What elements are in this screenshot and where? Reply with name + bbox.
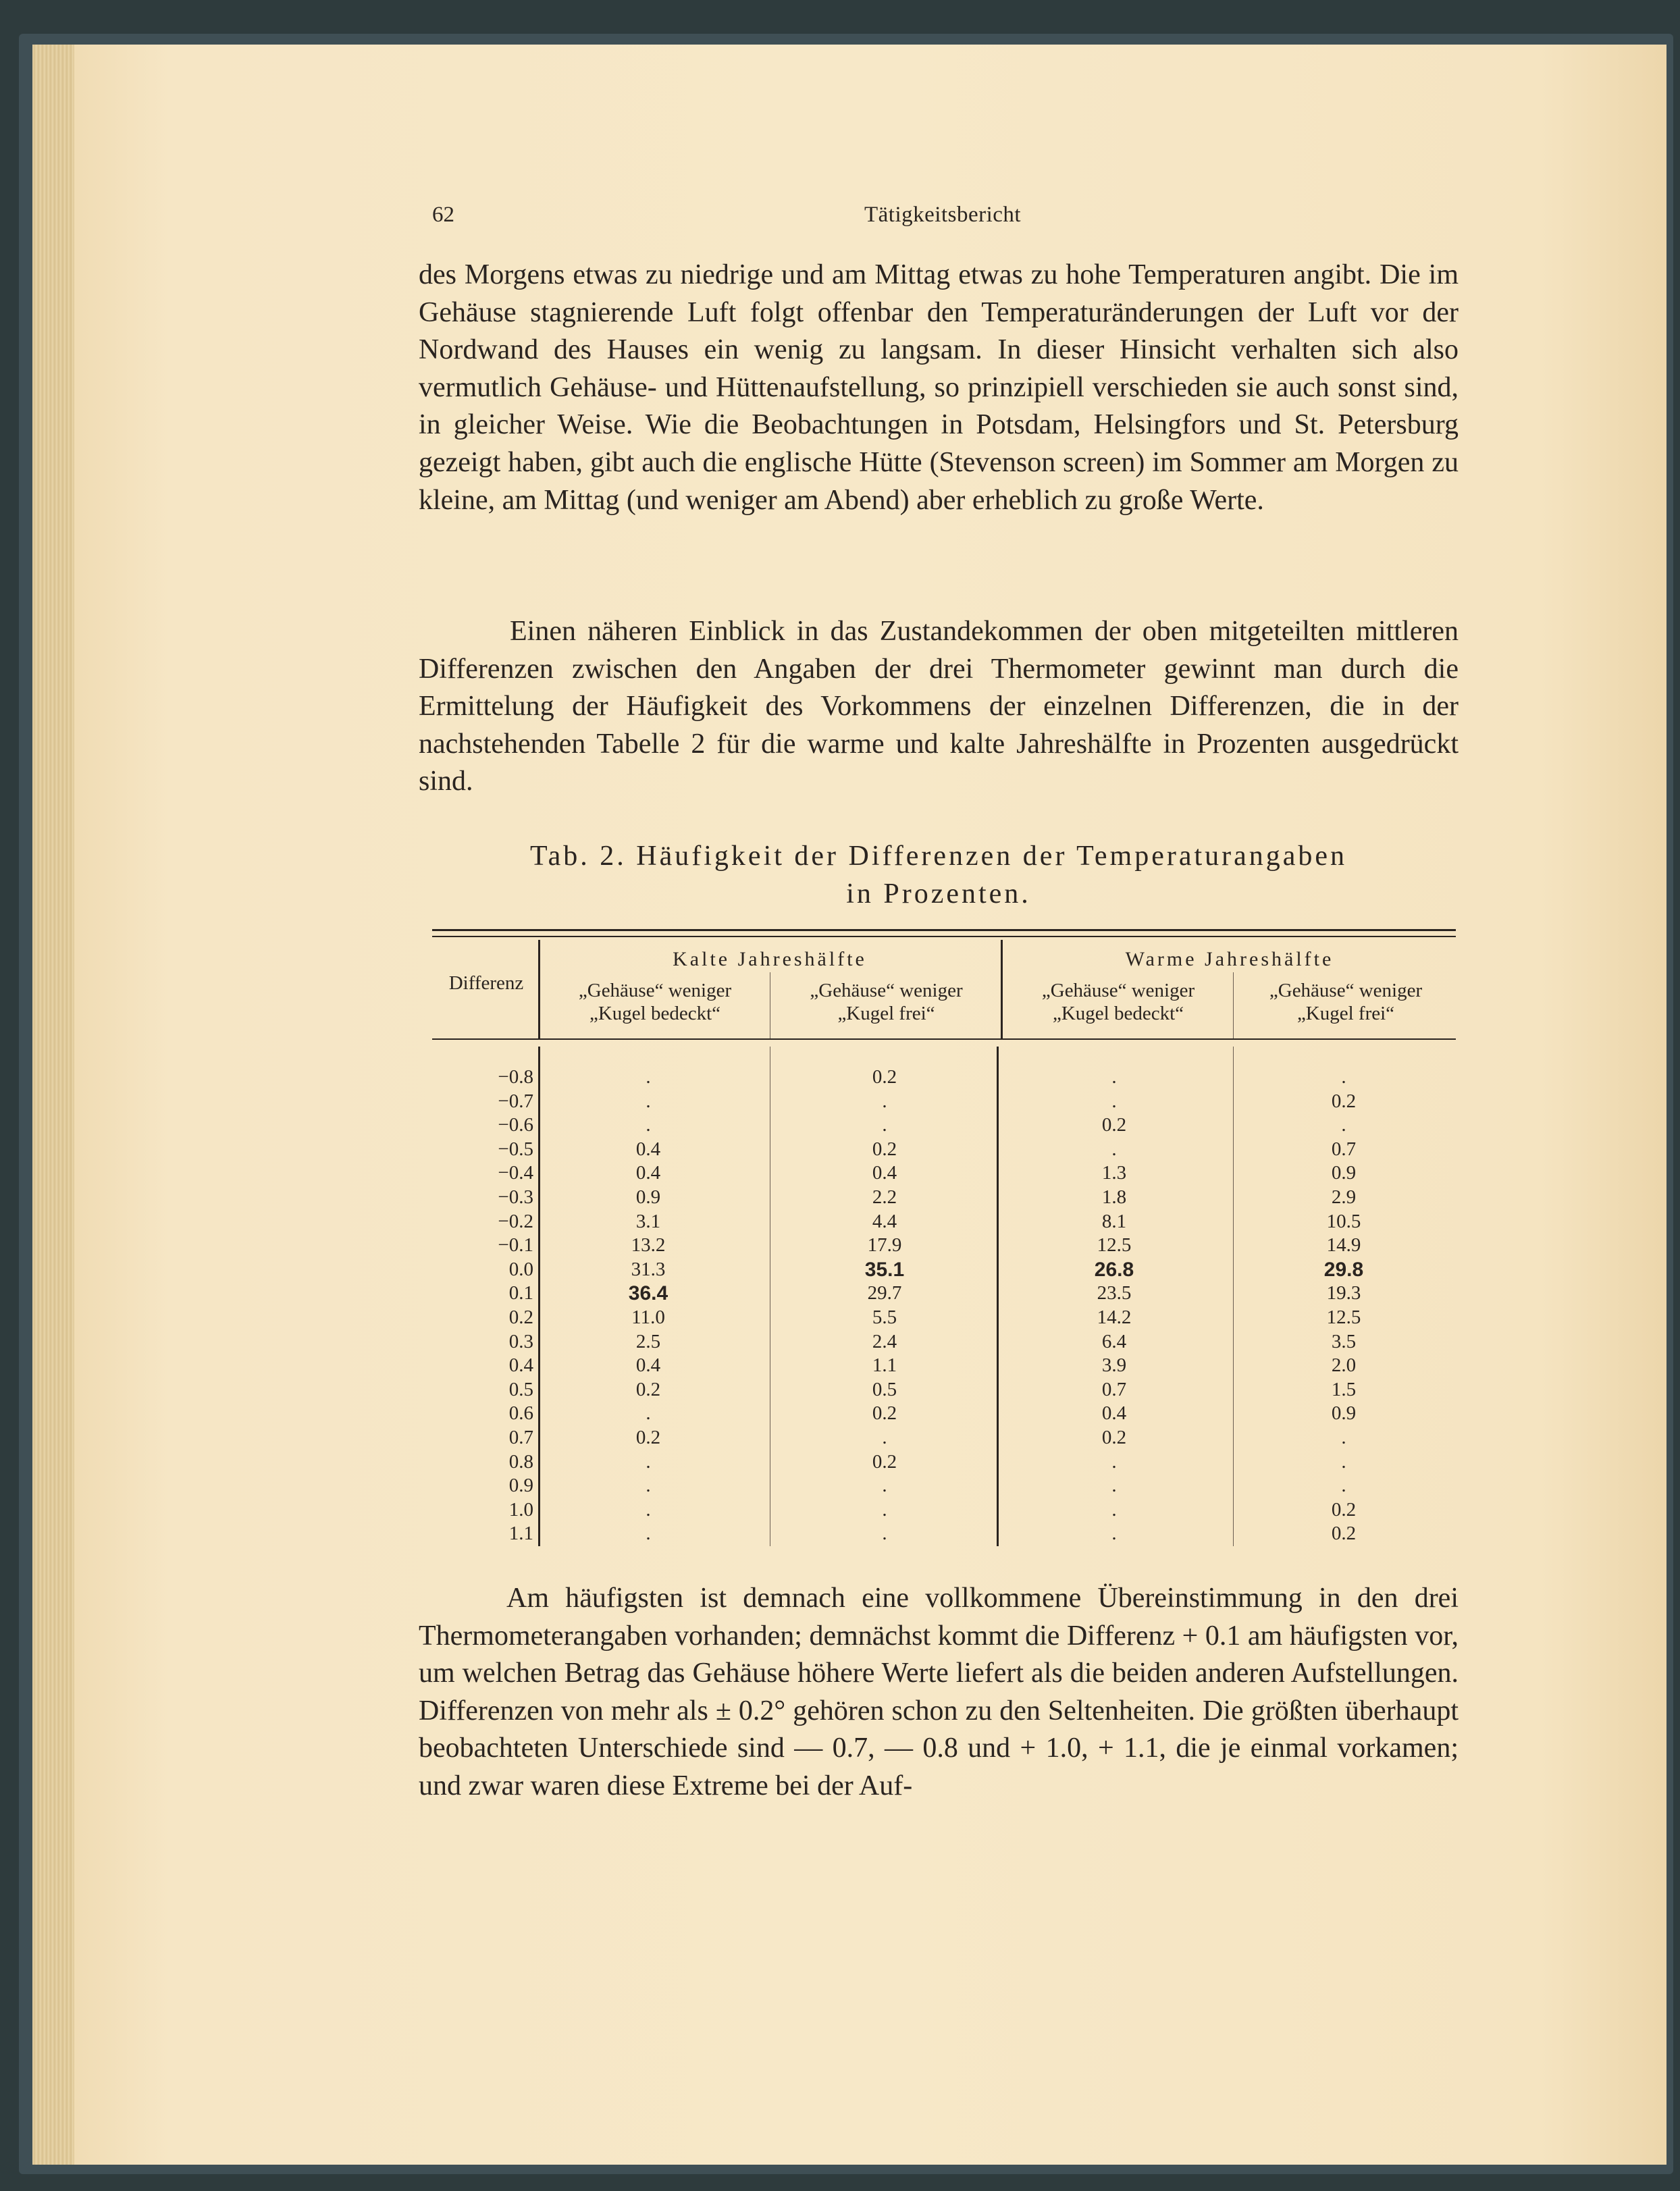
cell-cold-free: 35.1 <box>864 1258 905 1281</box>
paragraph-3: Am häufigsten ist demnach eine vollkommene Übereinstimmung in den drei Thermometerangaben vorhanden; demnächst kommt die Differenz + 0.1 am häufigsten vor, um welchen Betrag das Gehäuse höhere Werte liefert als die beiden anderen Aufstellungen. Differenzen von mehr als ± 0.2° gehören schon zu den Seltenheiten. Die größten überhaupt beobachteten Unterschiede sind — 0.7, — 0.8 und + 1.0, + 1.1, die je einmal vorkamen; und zwar waren diese Extreme bei der Auf- <box>419 1583 1459 1801</box>
table-row <box>432 1450 1456 1475</box>
cell-warm-free: 10.5 <box>1326 1210 1361 1232</box>
cell-cold-covered: . <box>646 1450 651 1473</box>
cell-cold-free: 2.4 <box>872 1330 897 1352</box>
paragraph-1: des Morgens etwas zu niedrige und am Mittag etwas zu hohe Temperaturen angibt. Die im Gehäuse stagnierende Luft folgt offenbar den Temperaturänderungen der Luft vor der Nordwand des Hauses ein wenig zu langsam. In dieser Hinsicht verhalten sich also vermutlich Gehäuse- und Hüttenaufstellung, so prinzipiell verschieden sie auch sonst sind, in gleicher Weise. Wie die Beobachtungen in Potsdam, Helsingfors und St. Petersburg gezeigt haben, gibt auch die englische Hütte (Stevenson screen) im Sommer am Morgen zu kleine, am Mittag (und weniger am Abend) aber erheblich zu große Werte. <box>419 259 1459 516</box>
table-row <box>432 1234 1456 1258</box>
cell-cold-covered: 0.2 <box>635 1426 661 1448</box>
cell-warm-free: 0.2 <box>1331 1090 1357 1112</box>
cell-warm-free: 0.9 <box>1331 1162 1357 1184</box>
cell-cold-covered: . <box>646 1066 651 1088</box>
cell-cold-covered: 11.0 <box>631 1306 665 1328</box>
cell-differenz: 0.2 <box>508 1306 533 1328</box>
cell-cold-free: . <box>882 1090 887 1112</box>
cell-cold-covered: 31.3 <box>631 1258 666 1280</box>
cell-cold-free: 0.2 <box>872 1138 897 1160</box>
cell-cold-free: . <box>882 1426 887 1448</box>
page-number: 62 <box>432 203 454 227</box>
cell-differenz: 0.5 <box>508 1378 533 1400</box>
cell-warm-covered: . <box>1111 1475 1117 1497</box>
cell-differenz: −0.3 <box>498 1186 533 1208</box>
table-body <box>432 1065 1456 1546</box>
table-row <box>432 1378 1456 1402</box>
cell-warm-covered: . <box>1111 1090 1117 1112</box>
cell-cold-covered: . <box>646 1090 651 1112</box>
cell-warm-covered: . <box>1111 1523 1117 1545</box>
table-row <box>432 1474 1456 1498</box>
table-row <box>432 1113 1456 1138</box>
cell-cold-covered: . <box>646 1498 651 1521</box>
cell-warm-free: . <box>1341 1114 1346 1136</box>
cell-warm-free: 3.5 <box>1331 1330 1357 1352</box>
cell-cold-free: . <box>882 1475 887 1497</box>
cell-differenz: −0.6 <box>498 1114 533 1136</box>
table-row <box>432 1210 1456 1234</box>
table-row <box>432 1426 1456 1450</box>
cell-differenz: 0.3 <box>508 1330 533 1352</box>
cell-warm-covered: 6.4 <box>1101 1330 1127 1352</box>
cell-cold-covered: 0.2 <box>635 1378 661 1400</box>
cell-warm-covered: 1.8 <box>1101 1186 1127 1208</box>
table-row <box>432 1161 1456 1186</box>
cell-cold-covered: 0.4 <box>635 1138 661 1160</box>
cell-cold-covered: . <box>646 1523 651 1545</box>
table-divider-group <box>1001 940 1003 1038</box>
table-row <box>432 1090 1456 1114</box>
cell-differenz: −0.8 <box>498 1066 533 1088</box>
cell-differenz: 0.4 <box>508 1354 533 1377</box>
cell-warm-free: 2.9 <box>1331 1186 1357 1208</box>
table-row <box>432 1138 1456 1162</box>
cell-warm-free: 19.3 <box>1326 1282 1361 1304</box>
table-top-rule-thin <box>432 936 1456 937</box>
cell-warm-free: 14.9 <box>1326 1234 1361 1257</box>
cell-warm-covered: 3.9 <box>1101 1354 1127 1377</box>
table-divider-warm-sub <box>1233 972 1234 1038</box>
column-header-differenz: Differenz <box>448 972 524 994</box>
cell-differenz: −0.4 <box>498 1162 533 1184</box>
cell-cold-covered: 13.2 <box>631 1234 666 1257</box>
cell-cold-free: 29.7 <box>867 1282 902 1304</box>
subheader-cold-covered <box>544 979 766 1025</box>
subheader-warm-covered <box>1006 979 1230 1025</box>
subheader-line: „Gehäuse“ weniger <box>1041 980 1195 1001</box>
cell-differenz: 0.8 <box>508 1450 533 1473</box>
table-top-rule <box>432 929 1456 931</box>
cell-warm-free: 0.7 <box>1331 1138 1357 1160</box>
cell-differenz: 1.0 <box>508 1498 533 1521</box>
cell-warm-free: 0.9 <box>1331 1402 1357 1425</box>
cell-warm-covered: . <box>1111 1450 1117 1473</box>
cell-cold-free: 0.2 <box>872 1066 897 1088</box>
cell-warm-covered: 26.8 <box>1094 1258 1134 1281</box>
subheader-line: „Kugel frei“ <box>837 1003 935 1024</box>
subheader-line: „Gehäuse“ weniger <box>810 980 963 1001</box>
cell-warm-free: . <box>1341 1426 1346 1448</box>
cell-cold-covered: 3.1 <box>635 1210 661 1232</box>
cell-warm-free: 12.5 <box>1326 1306 1361 1328</box>
cell-cold-free: . <box>882 1114 887 1136</box>
cell-cold-covered: 36.4 <box>628 1282 668 1305</box>
cell-differenz: −0.7 <box>498 1090 533 1112</box>
cell-differenz: −0.5 <box>498 1138 533 1160</box>
cell-warm-covered: 8.1 <box>1101 1210 1127 1232</box>
cell-cold-free: 1.1 <box>872 1354 897 1377</box>
cell-cold-free: 5.5 <box>872 1306 897 1328</box>
cell-differenz: −0.1 <box>498 1234 533 1257</box>
cell-differenz: 0.6 <box>508 1402 533 1425</box>
table-header-rule <box>432 1038 1456 1040</box>
subheader-line: „Gehäuse“ weniger <box>1269 980 1423 1001</box>
cell-warm-free: 0.2 <box>1331 1498 1357 1521</box>
cell-cold-covered: . <box>646 1402 651 1425</box>
table-row <box>432 1498 1456 1523</box>
cell-cold-free: 2.2 <box>872 1186 897 1208</box>
subheader-line: „Kugel bedeckt“ <box>589 1003 721 1024</box>
running-title: Tätigkeitsbericht <box>864 203 1022 227</box>
cell-warm-free: 1.5 <box>1331 1378 1357 1400</box>
running-head <box>432 203 1445 236</box>
cell-differenz: 0.7 <box>508 1426 533 1448</box>
cell-differenz: 0.9 <box>508 1475 533 1497</box>
cell-cold-covered: 0.9 <box>635 1186 661 1208</box>
cell-cold-free: 0.4 <box>872 1162 897 1184</box>
cell-cold-free: . <box>882 1498 887 1521</box>
table-row <box>432 1282 1456 1306</box>
cell-cold-covered: . <box>646 1114 651 1136</box>
cell-cold-free: 0.2 <box>872 1450 897 1473</box>
cell-warm-free: . <box>1341 1066 1346 1088</box>
group-header-warm: Warme Jahreshälfte <box>1125 948 1334 970</box>
cell-warm-covered: . <box>1111 1498 1117 1521</box>
paragraph-2: Einen näheren Einblick in das Zustandekommen der oben mitgeteilten mittleren Differenzen zwischen den Angaben der drei Thermometer gewinnt man durch die Ermittelung der Häufigkeit des Vorkommens der einzelnen Differenzen, die in der nachstehenden Tabelle 2 für die warme und kalte Jahreshälfte in Prozenten ausgedrückt sind. <box>419 616 1459 797</box>
cell-cold-covered: 0.4 <box>635 1162 661 1184</box>
cell-cold-covered: . <box>646 1475 651 1497</box>
subheader-cold-free <box>773 979 999 1025</box>
cell-warm-covered: . <box>1111 1066 1117 1088</box>
cell-differenz: 0.1 <box>508 1282 533 1304</box>
cell-differenz: 0.0 <box>508 1258 533 1280</box>
cell-warm-covered: 14.2 <box>1097 1306 1132 1328</box>
table-row <box>432 1402 1456 1426</box>
table-caption-line-1: Tab. 2. Häufigkeit der Differenzen der Temperaturangaben <box>529 841 1348 872</box>
group-header-cold: Kalte Jahreshälfte <box>673 948 867 970</box>
table-caption <box>419 837 1459 913</box>
cell-cold-free: 0.2 <box>872 1402 897 1425</box>
subheader-line: „Kugel bedeckt“ <box>1052 1003 1184 1024</box>
cell-cold-free: . <box>882 1523 887 1545</box>
table-row <box>432 1065 1456 1090</box>
cell-warm-free: . <box>1341 1475 1346 1497</box>
cell-warm-covered: 1.3 <box>1101 1162 1127 1184</box>
cell-warm-free: . <box>1341 1450 1346 1473</box>
cell-warm-covered: 0.2 <box>1101 1114 1127 1136</box>
cell-warm-free: 29.8 <box>1323 1258 1364 1281</box>
cell-differenz: 1.1 <box>508 1523 533 1545</box>
table-row <box>432 1306 1456 1330</box>
cell-cold-free: 0.5 <box>872 1378 897 1400</box>
cell-warm-free: 0.2 <box>1331 1523 1357 1545</box>
table-row <box>432 1354 1456 1378</box>
table-row <box>432 1186 1456 1210</box>
cell-cold-covered: 2.5 <box>635 1330 661 1352</box>
table-caption-line-2: in Prozenten. <box>846 878 1031 909</box>
cell-warm-free: 2.0 <box>1331 1354 1357 1377</box>
cell-differenz: −0.2 <box>498 1210 533 1232</box>
table-row <box>432 1330 1456 1354</box>
subheader-line: „Kugel frei“ <box>1296 1003 1395 1024</box>
cell-warm-covered: 0.2 <box>1101 1426 1127 1448</box>
subheader-warm-free <box>1236 979 1456 1025</box>
cell-warm-covered: . <box>1111 1138 1117 1160</box>
cell-warm-covered: 0.4 <box>1101 1402 1127 1425</box>
cell-warm-covered: 23.5 <box>1097 1282 1132 1304</box>
cell-cold-free: 17.9 <box>867 1234 902 1257</box>
cell-cold-free: 4.4 <box>872 1210 897 1232</box>
table-row <box>432 1258 1456 1282</box>
cell-warm-covered: 0.7 <box>1101 1378 1127 1400</box>
table-row <box>432 1522 1456 1546</box>
cell-cold-covered: 0.4 <box>635 1354 661 1377</box>
cell-warm-covered: 12.5 <box>1097 1234 1132 1257</box>
subheader-line: „Gehäuse“ weniger <box>578 980 732 1001</box>
